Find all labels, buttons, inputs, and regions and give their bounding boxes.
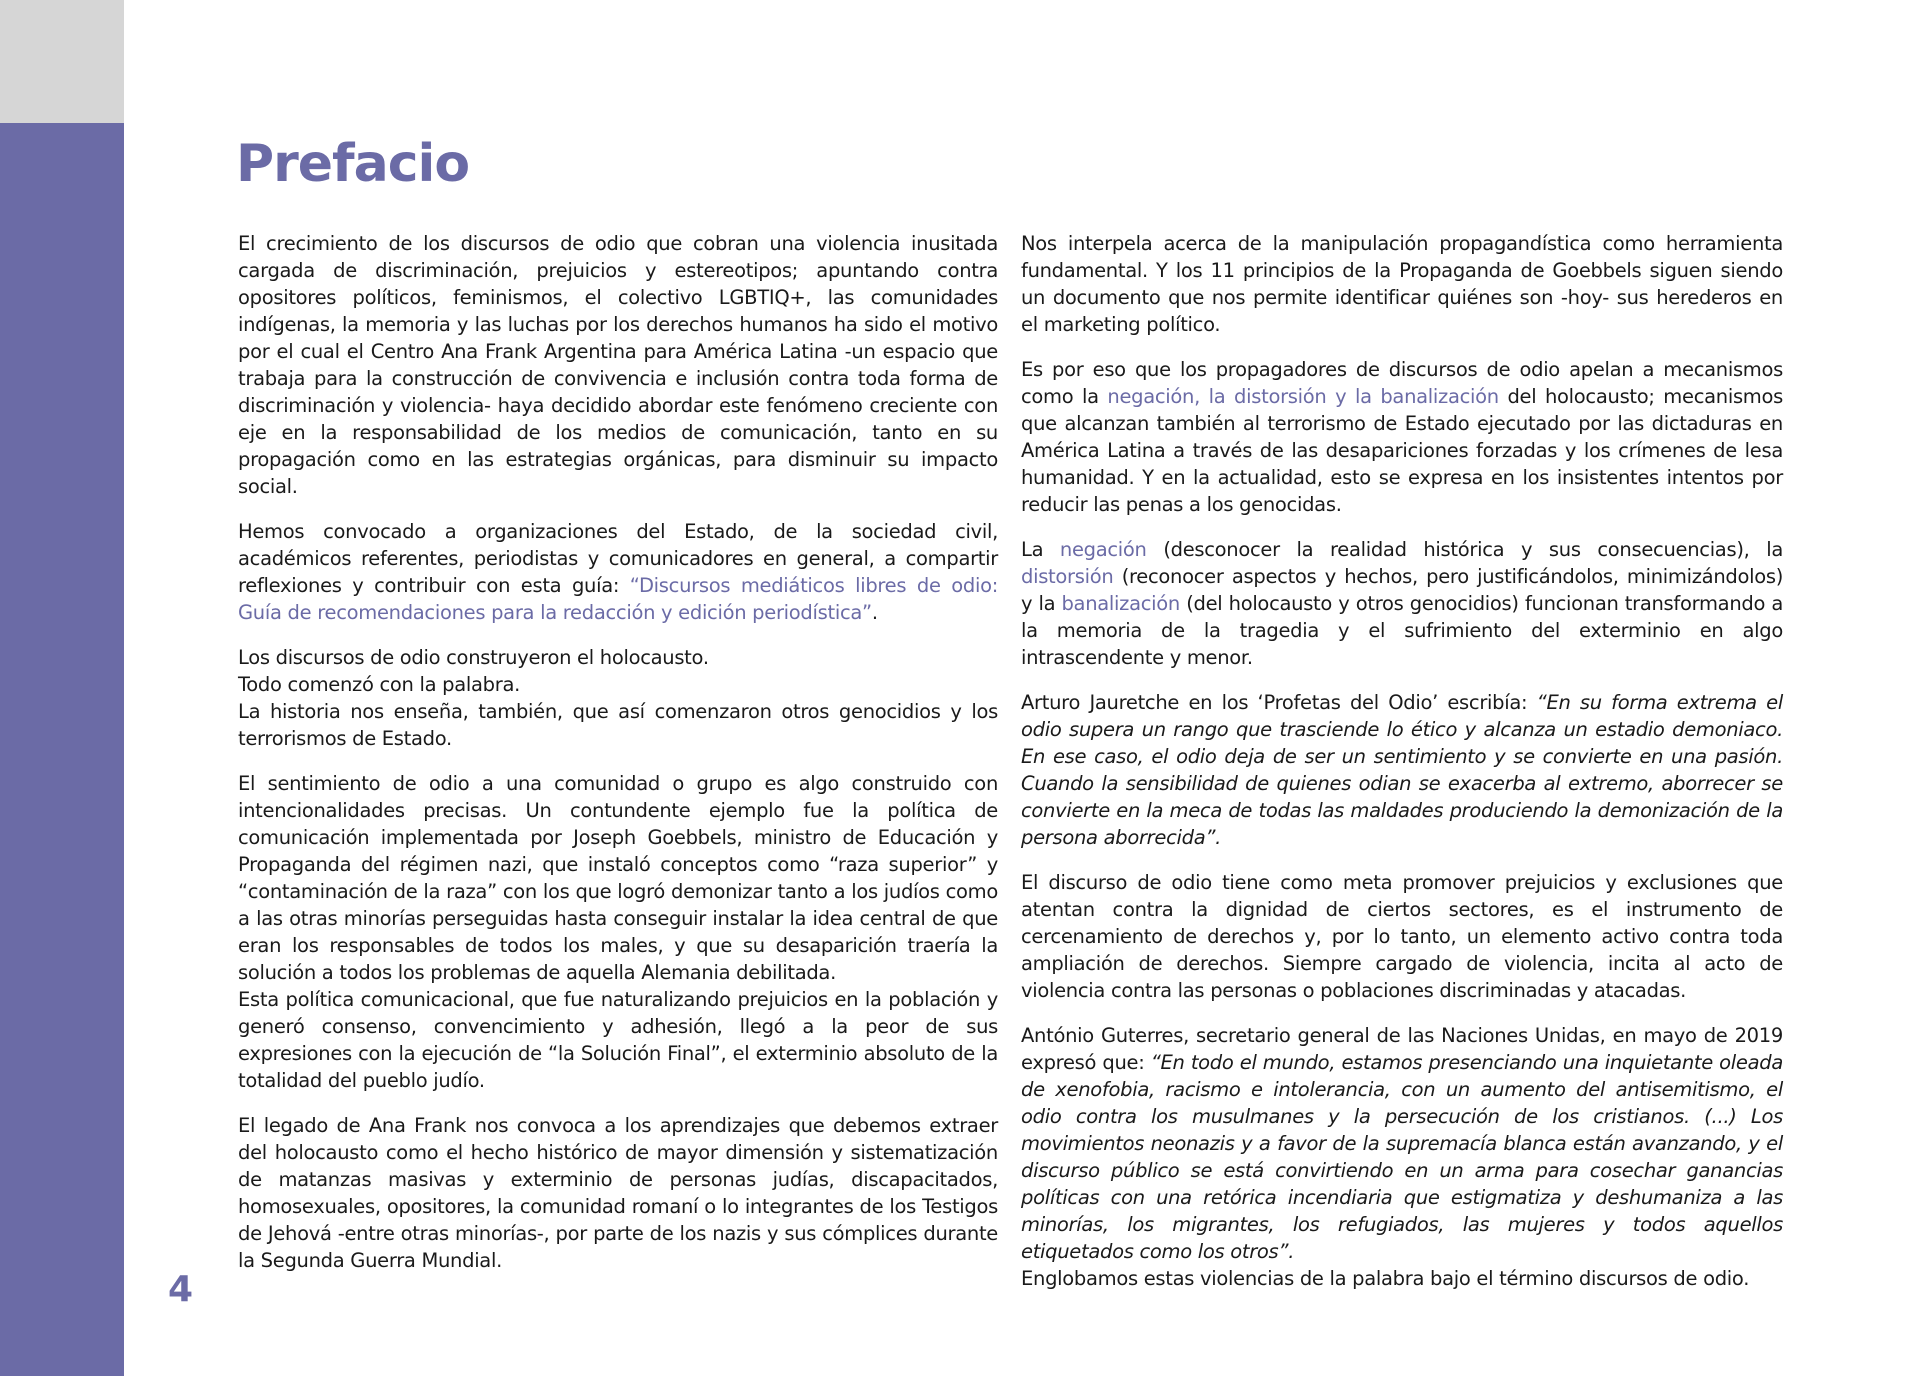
guterres-quote: “En todo el mundo, estamos presenciando una inquietante oleada de xenofobia, racismo e intolerancia, con un aumento del antisemitismo, el odio contra los musulmanes y la persecución de los cristianos. (...) Los movimientos neonazis y a favor de la supremacía blanca están avanzando, y el discurso público se está convirtiendo en un arma para cosechar ganancias políticas con una retórica incendiaria que estigmatiza y deshumaniza a las minorías, los migrantes, los refugiados, las mujeres y todos aquellos etiquetados como los otros”. xyxy=(1021,1051,1783,1263)
jauretche-quote: “En su forma extrema el odio supera un rango que trasciende lo ético y alcanza un estadio demoniaco. En ese caso, el odio deja de ser un sentimiento y se convierte en una pasión. Cuando la sensibilidad de quienes odian se exacerba al extremo, aborrecer se convierte en la meca de todas las maldades produciendo la demonización de la persona aborrecida”. xyxy=(1021,691,1783,849)
sidebar-accent-bar xyxy=(0,123,124,1376)
sidebar-top-block xyxy=(0,0,124,123)
text-line: La historia nos enseña, también, que así comenzaron otros genocidios y los terrorismos de Estado. xyxy=(238,700,998,750)
closing-line: Englobamos estas violencias de la palabra bajo el término discursos de odio. xyxy=(1021,1267,1750,1290)
page-number: 4 xyxy=(168,1269,194,1310)
paragraph xyxy=(238,770,998,1094)
highlighted-terms: negación, la distorsión y la banalización xyxy=(1107,385,1499,408)
term-distorsion: distorsión xyxy=(1021,565,1114,588)
paragraph-text: Hemos convocado a organizaciones del Estado, de la sociedad civil, académicos referentes, periodistas y comunicadores en general, a compartir reflexiones y contribuir con esta guía: xyxy=(238,520,998,597)
paragraph-text: La xyxy=(1021,538,1060,561)
paragraph-text: Esta política comunicacional, que fue naturalizando prejuicios en la población y generó consenso, convencimiento y adhesión, llegó a la peor de sus expresiones con la ejecución de “la Solución Final”, el exterminio absoluto de la totalidad del pueblo judío. xyxy=(238,988,998,1092)
paragraph-text: Es por eso que los propagadores de discursos de odio apelan a mecanismos como la xyxy=(1021,358,1783,408)
text-line: Los discursos de odio construyeron el holocausto. xyxy=(238,646,709,669)
paragraph-text: . xyxy=(871,601,878,624)
paragraph: El crecimiento de los discursos de odio que cobran una violencia inusitada cargada de discriminación, prejuicios y estereotipos; apuntando contra opositores políticos, feminismos, el colectivo LGBTIQ+, las comunidades indígenas, la memoria y las luchas por los derechos humanos ha sido el motivo por el cual el Centro Ana Frank Argentina para América Latina -un espacio que trabaja para la construcción de convivencia e inclusión contra toda forma de discriminación y violencia- haya decidido abordar este fenómeno creciente con eje en la responsabilidad de los medios de comunicación, tanto en su propagación como en las estrategias orgánicas, para disminuir su impacto social. xyxy=(238,232,998,498)
term-negacion: negación xyxy=(1059,538,1147,561)
paragraph-text: Arturo Jauretche en los ‘Profetas del Odio’ escribía: xyxy=(1021,691,1537,714)
paragraph: El discurso de odio tiene como meta promover prejuicios y exclusiones que atentan contra la dignidad de ciertos sectores, es el instrumento de cercenamiento de derechos y, por lo tanto, un elemento activo contra toda ampliación de derechos. Siempre cargado de violencia, incita al acto de violencia contra las personas o poblaciones discriminadas y atacadas. xyxy=(1021,871,1783,1002)
paragraph xyxy=(1021,356,1783,518)
paragraph xyxy=(1021,689,1783,851)
guide-title-link: “Discursos mediáticos libres de odio: Guía de recomendaciones para la redacción y edición periodística” xyxy=(238,574,999,624)
paragraph-text: El sentimiento de odio a una comunidad o grupo es algo construido con intencionalidades precisas. Un contundente ejemplo fue la política de comunicación implementada por Joseph Goebbels, ministro de Educación y Propaganda del régimen nazi, que instaló conceptos como “raza superior” y “contaminación de la raza” con los que logró demonizar tanto a los judíos como a las otras minorías perseguidas hasta conseguir instalar la idea central de que eran los responsables de todos los males, y que su desaparición traería la solución a todos los problemas de aquella Alemania debilitada. xyxy=(238,772,998,984)
paragraph: El legado de Ana Frank nos convoca a los aprendizajes que debemos extraer del holocausto como el hecho histórico de mayor dimensión y sistematización de matanzas masivas y exterminio de personas judías, discapacitados, homosexuales, opositores, la comunidad romaní o lo integrantes de los Testigos de Jehová -entre otras minorías-, por parte de los nazis y sus cómplices durante la Segunda Guerra Mundial. xyxy=(238,1114,998,1272)
paragraph xyxy=(238,644,998,752)
paragraph-text: (reconocer aspectos y hechos, pero justificándolos, minimizándolos) y la xyxy=(1021,565,1783,615)
page-title: Prefacio xyxy=(236,134,470,194)
paragraph-text: del holocausto; mecanismos que alcanzan también al terrorismo de Estado ejecutado por las dictaduras en América Latina a través de las desapariciones forzadas y los crímenes de lesa humanidad. Y en la actualidad, esto se expresa en los insistentes intentos por reducir las penas a los genocidas. xyxy=(1021,385,1783,516)
right-column xyxy=(1021,230,1783,1310)
term-banalizacion: banalización xyxy=(1061,592,1180,615)
left-column xyxy=(238,230,998,1292)
paragraph-text: (desconocer la realidad histórica y sus consecuencias), la xyxy=(1146,538,1783,561)
paragraph xyxy=(1021,1022,1783,1292)
paragraph-text: (del holocausto y otros genocidios) funcionan transformando a la memoria de la tragedia y el sufrimiento del exterminio en algo intrascendente y menor. xyxy=(1021,592,1783,669)
paragraph-text: António Guterres, secretario general de las Naciones Unidas, en mayo de 2019 expresó que: xyxy=(1021,1024,1783,1074)
text-line: Todo comenzó con la palabra. xyxy=(238,673,521,696)
paragraph: Nos interpela acerca de la manipulación propagandística como herramienta fundamental. Y los 11 principios de la Propaganda de Goebbels siguen siendo un documento que nos permite identificar quiénes son -hoy- sus herederos en el marketing político. xyxy=(1021,232,1783,336)
paragraph xyxy=(1021,536,1783,671)
paragraph xyxy=(238,518,998,626)
